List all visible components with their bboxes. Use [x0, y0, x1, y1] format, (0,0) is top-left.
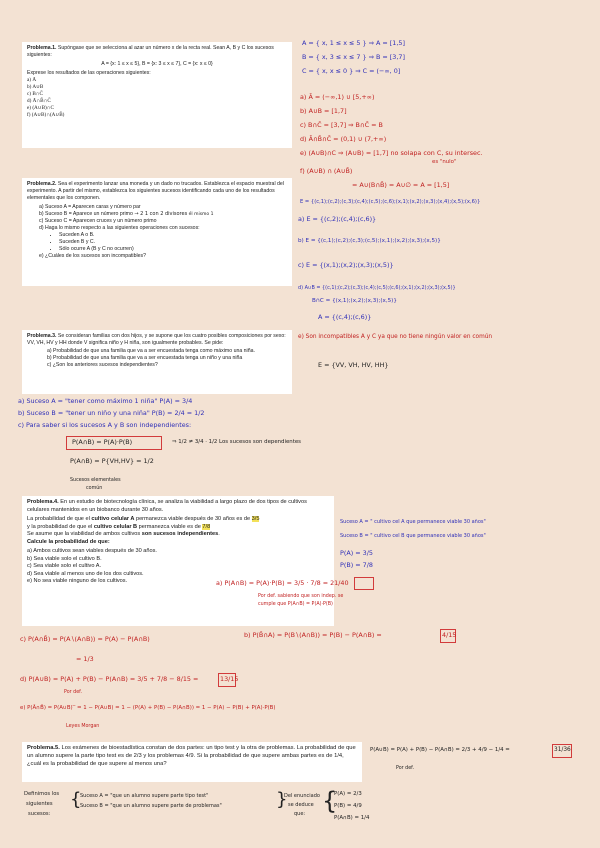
problem-4-item-d: d) Sea viable al menos uno de los dos cultivos.	[27, 570, 144, 577]
p4-answer-e: e) P(Ā∩B̄) = P(A∪B)‾ = 1 − P(A∪B) = 1 − (P(A) + P(B) − P(A∩B)) = 1 − P(A) − P(B) + P(A)·P(B)	[20, 705, 276, 711]
problem-5-title: Problema.5.	[27, 745, 60, 751]
problem-2-note-b3: 1	[210, 212, 214, 218]
p1-answer-f-result: = A∪(B∩B̄) = A∪∅ = A = [1,5]	[352, 181, 450, 189]
p5-deduce-3: que:	[294, 811, 306, 817]
p4-prob-b: P(B) = 7/8	[340, 561, 373, 569]
p5-define-1: Definimos los	[24, 791, 60, 797]
problem-3-item-b: b) Probabilidad de que una familia que va a ser encuestada tenga un niño y una niña	[47, 355, 243, 362]
problem-2-item-e: e) ¿Cuáles de los sucesos son incompatibles?	[39, 253, 146, 260]
p3-sample-space: E = {VV, VH, HV, HH}	[318, 361, 389, 369]
p4-answer-d-result: 13/15	[220, 675, 239, 683]
p3-answer-c: c) Para saber si los sucesos A y B son independientes:	[18, 421, 192, 429]
p2-answer-a: a) E = {(c,2);(c,4);(c,6)}	[298, 215, 377, 223]
problem-1-item-f: f) (A∪B)∩(A∪B̄)	[27, 112, 65, 119]
problem-2-sub-2: • Suceden B y C.	[59, 239, 287, 246]
problem-4-calc: Calcule la probabilidad de que:	[27, 538, 110, 545]
problem-4-line2a: y la probabilidad de que el	[27, 523, 94, 530]
problem-1-item-e: e) (A∪B)∩C	[27, 105, 54, 112]
problem-2-title: Problema.2.	[27, 181, 57, 187]
p5-deduce-2: se deduce	[288, 802, 314, 808]
p4-answer-c: c) P(A∩B̄) = P(A∖(A∩B)) = P(A) − P(A∩B)	[20, 635, 150, 643]
p4-answer-b-result: 4/15	[442, 631, 457, 639]
p4-answer-e-note: Leyes Morgan	[66, 724, 100, 729]
p1-answer-f: f) (A∪B) ∩ (A∪B̄)	[300, 167, 353, 175]
p1-answer-set-c: C = { x, x ≤ 0 } ⇒ C = (−∞, 0]	[302, 67, 401, 75]
p4-prob-a: P(A) = 3/5	[340, 549, 373, 557]
p2-answer-sample-space: E = {(c,1);(c,2);(c,3);(c,4);(c,5);(c,6);(x,1);(x,2);(x,3);(x,4);(x,5);(x,6)}	[300, 199, 481, 205]
p2-answer-d-union: d) A∪B = {(c,1);(c,2);(c,3);(c,4);(c,5);(c,6);(x,1);(x,2);(x,3);(x,5)}	[298, 285, 456, 291]
p1-answer-a: a) Ā = (−∞,1) ∪ [5,+∞)	[300, 93, 375, 101]
p5-prob-a: P(A) = 2/3	[334, 791, 362, 797]
p2-answer-b: b) E = {(c,1);(c,2);(c,3);(c,5);(x,1);(x,2);(x,3);(x,5)}	[298, 238, 441, 244]
p2-answer-d-only-a: A = {(c,4);(c,6)}	[318, 313, 372, 321]
problem-2-note-b2: él mismo	[188, 212, 210, 218]
problem-1-box	[22, 42, 292, 148]
problem-4-box: Problema.4. En un estudio de biotecnología clínica, se analiza la viabilidad a largo plazo de dos tipos de cultivos celulares mantenidos en un biobanco durante 30 años. La probabilidad de que el cultivo celular A permanezca viable después de 30 años es de 3/5 y la probabilidad de que el cultivo celular B permanezca viable es de 7/8 Se asume que la viabilidad de ambos cultivos son sucesos independientes. Calcule la probabilidad de que: a) Ambos cultivos sean viables después de 30 años. b) Sea viable solo el cultivo B. c) Sea viable solo el cultivo A. d) Sea viable al menos uno de los dos cultivos. e) No sea viable ninguno de los cultivos.	[22, 496, 334, 626]
p5-suceso-b: Suceso B = "que un alumno supere parte de problemas"	[80, 803, 222, 809]
problem-4-item-e: e) No sea viable ninguno de los cultivos.	[27, 578, 128, 585]
p4-suceso-b: Suceso B = " cultivo cel B que permanece viable 30 años"	[340, 533, 486, 539]
problem-4-frac-b: 7/8	[202, 523, 211, 530]
p4-answer-a-note: Por def. sabiendo que son indep. se	[258, 594, 344, 599]
problem-4-line1a: La probabilidad de que el	[27, 516, 92, 523]
problem-2-sub-3: • Sólo ocurre A (B y C no ocurren)	[59, 246, 287, 253]
p1-answer-c: c) B∩C̄ = [3,7] ⇒ B∩C̄ = B	[300, 121, 383, 129]
problem-4-title: Problema.4.	[27, 499, 59, 505]
p4-answer-d: d) P(A∪B) = P(A) + P(B) − P(A∩B) = 3/5 + 7/8 − 8/15 =	[20, 675, 199, 683]
p3-note-common: común	[86, 486, 103, 491]
p1-answer-b: b) A∪B = [1,7]	[300, 107, 347, 115]
problem-2-sub-1: • Suceden A o B.	[59, 232, 287, 239]
p4-answer-a-note2: cumple que P(A∩B) = P(A)·P(B)	[258, 602, 333, 607]
p4-suceso-a: Suceso A = " cultivo cel A que permanece viable 30 años"	[340, 519, 486, 525]
p5-brace-2: }	[276, 789, 288, 810]
p5-deduce-1: Del enunciado	[284, 793, 320, 799]
problem-2-item-c: c) Suceso C = Aparecen cruces y un número primo	[39, 218, 157, 225]
problem-4-independent: son sucesos independientes	[141, 531, 219, 538]
problem-2-note-b: → 2 1 con 2 divisores	[134, 211, 188, 218]
problem-2-item-b: b) Suceso B = Aparece un número primo → 2 1 con 2 divisores él mismo 1	[39, 211, 214, 218]
problem-4-item-b: b) Sea viable solo el cultivo B.	[27, 555, 102, 562]
problem-1-item-c: c) B∩C̄	[27, 91, 43, 98]
problem-4-item-a: a) Ambos cultivos sean viables después de 30 años.	[27, 548, 157, 555]
problem-3-intro: Se consideran familias con dos hijos, y se supone que los cuatro posibles composiciones por sexo: VV, VH, HV y HH donde V significa niño y H niña, son igualmente probables. Se pide:	[27, 333, 286, 347]
problem-1-item-d: d) Ā∩B̄∩C̄	[27, 98, 51, 105]
problem-5-intro: Los exámenes de bioestadística constan de dos partes: un tipo test y la otra de problemas. La probabilidad de que un alumno supere la parte tipo test es de 2/3 y los problemas 4/9. Si la probabilidad de que supere ambas partes es de 1/4, ¿cuál es la probabilidad de que supere al menos una?	[27, 745, 356, 767]
p3-formula-result: ⇒ 1/2 ≠ 3/4 · 1/2 Los sucesos son dependientes	[172, 439, 301, 445]
problem-2-intro: Sea el experimento lanzar una moneda y un dado no trucados. Establezca el espacio muestral del experimento. A partir del mismo, establezca los siguientes sucesos identificando cada uno de los resultados elementales que los componen.	[27, 181, 284, 202]
problem-2-item-a: a) Suceso A = Aparecen caras y número par	[39, 204, 141, 211]
p2-answer-e: e) Son incompatibles A y C ya que no tiene ningún valor en común	[298, 334, 493, 340]
p5-brace-1: {	[70, 789, 82, 810]
problem-4-intro: En un estudio de biotecnología clínica, se analiza la viabilidad a largo plazo de dos tipos de cultivos celulares mantenidos en un biobanco durante 30 años.	[27, 499, 307, 513]
p4-answer-d-note: Por def.	[64, 690, 83, 695]
problem-4-item-c: c) Sea viable solo el cultivo A.	[27, 563, 101, 570]
p3-formula-independence: P(A∩B) = P(A)·P(B)	[72, 438, 133, 446]
problem-4-line2c: permanezca viable es de	[137, 523, 201, 530]
problem-3-item-c: c) ¿Son los anteriores sucesos independientes?	[47, 362, 158, 369]
problem-4-frac-a: 3/5	[251, 516, 260, 523]
p5-suceso-a: Suceso A = "que un alumno supere parte tipo test"	[80, 793, 209, 799]
problem-4-culture-a: cultivo celular A	[91, 516, 135, 523]
p4-answer-a: a) P(A∩B) = P(A)·P(B) = 3/5 · 7/8 = 21/40	[216, 579, 349, 587]
problem-4-line3a: Se asume que la viabilidad de ambos cultivos	[27, 531, 142, 538]
p3-note-elementary: Sucesos elementales	[70, 478, 121, 483]
problem-2-box	[22, 178, 292, 286]
problem-3-box	[22, 330, 292, 394]
problem-1-title: Problema.1.	[27, 45, 57, 51]
p5-prob-b: P(B) = 4/9	[334, 803, 362, 809]
problem-2-item-d: d) Haga lo mismo respecto a las siguientes operaciones con sucesos:	[39, 225, 200, 232]
p5-answer: P(A∪B) = P(A) + P(B) − P(A∩B) = 2/3 + 4/9 − 1/4 =	[370, 747, 510, 753]
problem-4-line1c: permanezca viable después de 30 años es de	[134, 516, 251, 523]
p5-answer-note: Por def.	[396, 766, 415, 771]
p1-answer-e-note: es "nulo"	[432, 159, 457, 165]
problem-1-intro: Supóngase que se selecciona al azar un número x de la recta real. Sean A, B y C los sucesos siguientes:	[27, 45, 274, 59]
p5-answer-result: 31/36	[554, 747, 571, 753]
problem-3-title: Problema.3.	[27, 333, 57, 339]
problem-5-box	[22, 742, 362, 782]
p1-answer-d: d) Ā∩B̄∩C̄ = (0,1) ∪ (7,+∞)	[300, 135, 387, 143]
p5-brace-3: {	[322, 787, 338, 815]
problem-3-item-a: a) Probabilidad de que una familia que va a ser encuestada tenga como máximo una niña.	[47, 348, 255, 355]
p1-answer-e: e) (A∪B)∩C ⇒ (A∪B) = [1,7] no solapa con C, su intersec.	[300, 149, 483, 157]
p1-answer-set-a: A = { x, 1 ≤ x ≤ 5 } ⇒ A = [1,5]	[302, 39, 405, 47]
p3-answer-a: a) Suceso A = "tener como máximo 1 niña" P(A) = 3/4	[18, 397, 193, 405]
p1-answer-set-b: B = { x, 3 ≤ x ≤ 7 } ⇒ B = [3,7]	[302, 53, 405, 61]
p4-answer-c-result: = 1/3	[76, 655, 94, 663]
problem-1-item-b: b) A∪B	[27, 84, 44, 91]
p4-answer-a-box	[354, 577, 374, 590]
problem-4-culture-b: cultivo celular B	[93, 523, 138, 530]
problem-1-express: Exprese los resultados de las operaciones siguientes:	[27, 70, 151, 77]
p3-answer-b: b) Suceso B = "tener un niño y una niña" P(B) = 2/4 = 1/2	[18, 409, 205, 417]
problem-1-sets: A = {x: 1 ≤ x ≤ 5}, B = {x: 3 ≤ x ≤ 7}, C = {x: x ≤ 0}	[101, 61, 213, 68]
p5-define-3: sucesos:	[28, 811, 51, 817]
problem-1-item-a: a) Ā	[27, 77, 37, 84]
p5-prob-ab: P(A∩B) = 1/4	[334, 815, 370, 821]
p5-define-2: siguientes	[26, 801, 53, 807]
p2-answer-c: c) E = {(x,1);(x,2);(x,3);(x,5)}	[298, 261, 394, 269]
p4-answer-b: b) P(B̄∩A) = P(B∖(A∩B)) = P(B) − P(A∩B) =	[244, 631, 382, 639]
p2-answer-d-intersection: B∩C = {(x,1);(x,2);(x,3);(x,5)}	[312, 298, 397, 304]
p3-formula-intersection: P(A∩B) = P{VH,HV} = 1/2	[70, 457, 154, 465]
